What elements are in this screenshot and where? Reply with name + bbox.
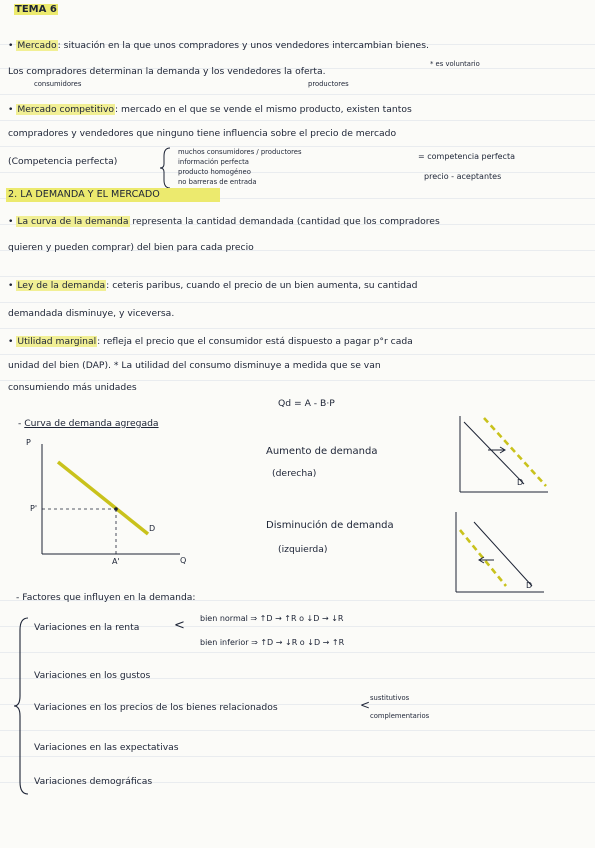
- original-demand-line: [464, 422, 524, 484]
- factor-gustos: Variaciones en los gustos: [34, 670, 151, 681]
- renta-bien-normal: bien normal ⇒ ↑D → ↑R o ↓D → ↓R: [200, 614, 344, 623]
- utilidad-line-2: unidad del bien (DAP). * La utilidad del consumo disminuye a medida que se van: [8, 360, 381, 371]
- a-prime-label: A': [112, 557, 120, 566]
- relacionados-brace: <: [360, 698, 371, 712]
- ley-line-1: • Ley de la demanda: ceteris paribus, cuando el precio de un bien aumenta, su cantidad: [8, 280, 418, 291]
- list-brace: [160, 146, 174, 190]
- competitivo-list-item: producto homogéneo: [178, 168, 251, 176]
- curva-line-1: • La curva de la demanda representa la cantidad demandada (cantidad que los compradores: [8, 216, 440, 227]
- agregada-title: Curva de demanda agregada: [24, 418, 159, 429]
- under-vendedores: productores: [308, 80, 349, 88]
- renta-bien-inferior: bien inferior ⇒ ↑D → ↓R o ↓D → ↑R: [200, 638, 345, 647]
- decrease-demand-graph: [448, 508, 548, 598]
- utilidad-line-3: consumiendo más unidades: [8, 382, 137, 393]
- mercado-definition: : situación en la que unos compradores y unos vendedores intercambian bienes.: [57, 40, 429, 51]
- mercado-line-2: Los compradores determinan la demanda y los vendedores la oferta.: [8, 66, 326, 77]
- curve-label-d: D: [149, 524, 156, 533]
- competitivo-term: Mercado competitivo: [17, 104, 115, 115]
- aggregate-demand-graph: [28, 436, 188, 566]
- utilidad-definition: : refleja el precio que el consumidor está dispuesto a pagar p°r cada: [97, 336, 413, 347]
- factor-demograficas: Variaciones demográficas: [34, 776, 153, 787]
- competitivo-list-item: información perfecta: [178, 158, 249, 166]
- curva-definition: representa la cantidad demandada (cantidad que los compradores: [129, 216, 440, 227]
- competitivo-line-1: • Mercado competitivo: mercado en el que se vende el mismo producto, existen tantos: [8, 104, 412, 115]
- competitivo-list-item: no barreras de entrada: [178, 178, 257, 186]
- factor-expectativas: Variaciones en las expectativas: [34, 742, 179, 753]
- factor-relacionados: Variaciones en los precios de los bienes relacionados: [34, 702, 278, 713]
- aumento-label: Aumento de demanda: [266, 446, 378, 457]
- competitivo-definition: : mercado en el que se vende el mismo producto, existen tantos: [115, 104, 412, 115]
- renta-brace: <: [174, 618, 185, 633]
- factores-brace: [14, 616, 32, 796]
- relacionados-complementarios: complementarios: [370, 712, 430, 720]
- increase-d-label: D: [517, 478, 524, 487]
- agregada-title-line: - Curva de demanda agregada: [18, 418, 159, 429]
- mercado-aside: * es voluntario: [430, 60, 480, 68]
- utilidad-line-1: • Utilidad marginal: refleja el precio que el consumidor está dispuesto a pagar p°r cada: [8, 336, 413, 347]
- original-demand-line: [474, 522, 532, 586]
- axis-label-q: Q: [180, 556, 187, 565]
- decrease-d-label: D: [526, 581, 533, 590]
- competitivo-list-item: muchos consumidores / productores: [178, 148, 302, 156]
- factor-renta: Variaciones en la renta: [34, 622, 140, 633]
- factores-title: Factores que influyen en la demanda:: [22, 592, 196, 603]
- increase-demand-graph: [452, 412, 552, 498]
- factores-title-line: - Factores que influyen en la demanda:: [16, 592, 196, 603]
- competitivo-label: (Competencia perfecta): [8, 156, 118, 167]
- disminucion-label: Disminución de demanda: [266, 520, 394, 531]
- mercado-line-1: • Mercado: situación en la que unos compradores y unos vendedores intercambian bienes.: [8, 40, 429, 51]
- ley-line-2: demandada disminuye, y viceversa.: [8, 308, 175, 319]
- p-prime-label: P': [30, 504, 38, 513]
- relacionados-sustitutivos: sustitutivos: [370, 694, 410, 702]
- aumento-sub: (derecha): [272, 468, 317, 479]
- utilidad-term: Utilidad marginal: [17, 336, 97, 347]
- under-compradores: consumidores: [34, 80, 82, 88]
- demand-curve: [58, 462, 148, 534]
- section-header: 2. LA DEMANDA Y EL MERCADO: [8, 189, 160, 200]
- competitivo-aside-top: = competencia perfecta: [418, 152, 515, 161]
- page-title: TEMA 6: [15, 4, 57, 15]
- competitivo-line-2: compradores y vendedores que ninguno tiene influencia sobre el precio de mercado: [8, 128, 397, 139]
- ley-term: Ley de la demanda: [17, 280, 106, 291]
- demand-formula: Qd = A - B·P: [278, 398, 335, 409]
- axis-label-p: P: [26, 438, 31, 447]
- ley-definition: : ceteris paribus, cuando el precio de un bien aumenta, su cantidad: [106, 280, 418, 291]
- curva-term: La curva de la demanda: [17, 216, 129, 227]
- equilibrium-point: [114, 507, 118, 511]
- disminucion-sub: (izquierda): [278, 544, 328, 555]
- competitivo-aside-bottom: precio - aceptantes: [424, 172, 502, 181]
- mercado-term: Mercado: [17, 40, 57, 51]
- curva-line-2: quieren y pueden comprar) del bien para cada precio: [8, 242, 254, 253]
